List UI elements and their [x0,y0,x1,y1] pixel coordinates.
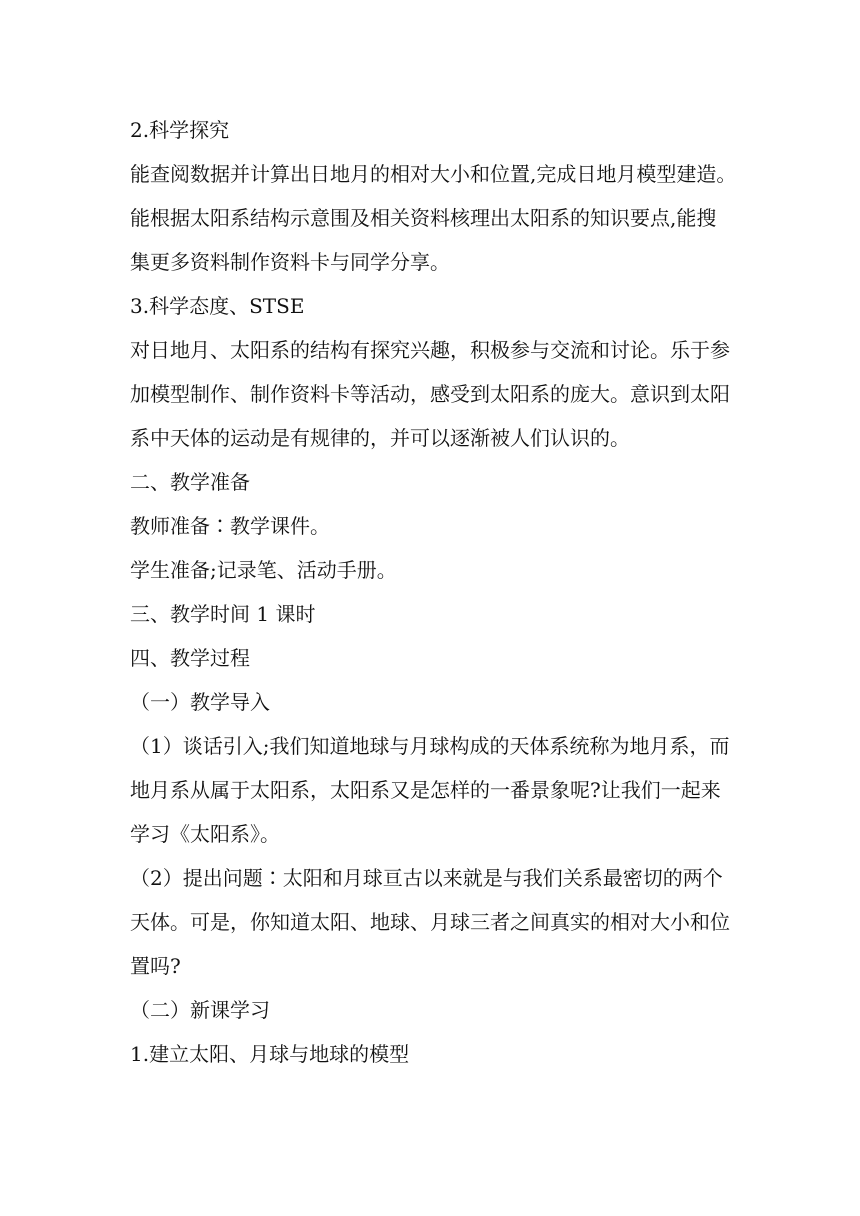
document-body [130,108,750,1076]
section-heading-preparation: 二、教学准备 [130,470,250,494]
section-heading-time: 三、教学时间 1 课时 [130,602,316,626]
subheading-build-model: 1.建立太阳、月球与地球的模型 [130,1042,410,1066]
paragraph-line: （1）谈话引入;我们知道地球与月球构成的天体系统称为地月系，而 [130,734,730,758]
subheading-science-attitude: 3.科学态度、STSE [130,294,305,318]
subsection-heading-introduction: （一）教学导入 [130,690,270,714]
subheading-science-inquiry: 2.科学探究 [130,118,230,142]
paragraph-line: 能查阅数据并计算出日地月的相对大小和位置,完成日地月模型建造。 [130,162,737,186]
paragraph-line: 地月系从属于太阳系，太阳系又是怎样的一番景象呢?让我们一起来 [130,778,721,802]
paragraph-line: 能根据太阳系结构示意围及相关资料核理出太阳系的知识要点,能搜 [130,206,717,230]
paragraph-line: 系中天体的运动是有规律的，并可以逐渐被人们认识的。 [130,426,630,450]
paragraph-line: （2）提出问题∶太阳和月球亘古以来就是与我们关系最密切的两个 [130,866,723,890]
paragraph-line: 置吗? [130,954,181,978]
section-heading-process: 四、教学过程 [130,646,250,670]
paragraph-line: 天体。可是，你知道太阳、地球、月球三者之间真实的相对大小和位 [130,910,730,934]
paragraph-line: 教师准备∶教学课件。 [130,514,330,538]
paragraph-line: 学生准备;记录笔、活动手册。 [130,558,397,582]
subsection-heading-new-lesson: （二）新课学习 [130,998,270,1022]
paragraph-line: 对日地月、太阳系的结构有探究兴趣，积极参与交流和讨论。乐于参 [130,338,730,362]
paragraph-line: 集更多资料制作资料卡与同学分享。 [130,250,450,274]
paragraph-line: 学习《太阳系》。 [130,822,280,846]
paragraph-line: 加模型制作、制作资料卡等活动，感受到太阳系的庞大。意识到太阳 [130,382,730,406]
